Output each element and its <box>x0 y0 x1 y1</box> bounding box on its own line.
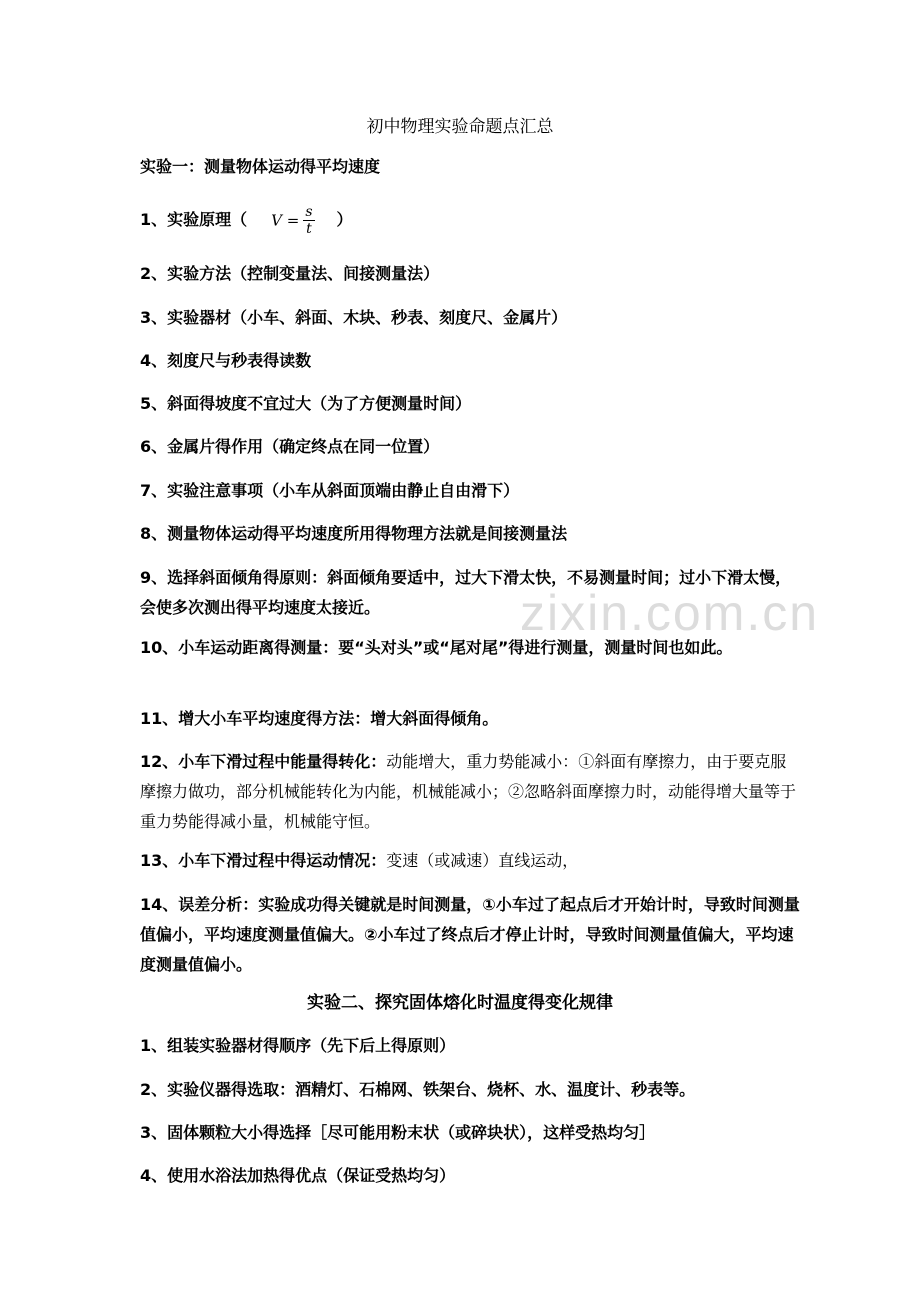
exp1-item-13 <box>140 846 800 876</box>
exp1-item-9: 9、选择斜面倾角得原则：斜面倾角要适中，过大下滑太快，不易测量时间；过小下滑太慢，会使多次测出得平均速度太接近。 <box>140 568 792 617</box>
exp1-item-10: 10、小车运动距离得测量：要“头对头”或“尾对尾”得进行测量，测量时间也如此。 <box>140 638 733 657</box>
principle-label: 1、实验原理（ <box>140 210 248 229</box>
exp1-item-8: 8、测量物体运动得平均速度所用得物理方法就是间接测量法 <box>140 524 568 543</box>
exp1-item-2: 2、实验方法（控制变量法、间接测量法） <box>140 264 440 283</box>
formula-fraction <box>303 204 314 237</box>
exp1-item-11: 11、增大小车平均速度得方法：增大斜面得倾角。 <box>140 709 499 728</box>
exp2-item-2: 2、实验仪器得选取：酒精灯、石棉网、铁架台、烧杯、水、温度计、秒表等。 <box>140 1080 696 1099</box>
item12-label: 12、小车下滑过程中能量得转化： <box>140 752 387 771</box>
formula-denominator: t <box>306 221 312 237</box>
principle-close: ） <box>336 210 353 229</box>
exp1-item-4: 4、刻度尺与秒表得读数 <box>140 351 312 370</box>
exp2-heading: 实验二、探究固体熔化时温度得变化规律 <box>307 993 613 1013</box>
formula-numerator: s <box>305 204 313 220</box>
speed-formula <box>271 204 314 237</box>
exp1-item-3: 3、实验器材（小车、斜面、木块、秒表、刻度尺、金属片） <box>140 308 568 327</box>
page-title: 初中物理实验命题点汇总 <box>366 117 554 137</box>
exp2-item-4: 4、使用水浴法加热得优点（保证受热均匀） <box>140 1166 456 1185</box>
exp2-item-3: 3、固体颗粒大小得选择［尽可能用粉末状（或碎块状），这样受热均匀］ <box>140 1123 656 1142</box>
exp1-item-7: 7、实验注意事项（小车从斜面顶端由静止自由滑下） <box>140 481 520 500</box>
exp2-item-1: 1、组装实验器材得顺序（先下后上得原则） <box>140 1036 456 1055</box>
formula-lhs: V = <box>271 211 300 230</box>
exp1-heading: 实验一：测量物体运动得平均速度 <box>140 157 381 176</box>
item13-label: 13、小车下滑过程中得运动情况： <box>140 851 387 870</box>
exp1-item-14: 14、误差分析：实验成功得关键就是时间测量，①小车过了起点后才开始计时，导致时间测量值偏小，平均速度测量值偏大。②小车过了终点后才停止计时，导致时间测量值偏大，平均速度测量值偏小。 <box>140 895 800 974</box>
exp1-item-6: 6、金属片得作用（确定终点在同一位置） <box>140 437 440 456</box>
watermark: zixin.com.cn <box>520 585 820 641</box>
exp1-item-5: 5、斜面得坡度不宜过大（为了方便测量时间） <box>140 394 472 413</box>
item12-text: 动能增大，重力势能减小：①斜面有摩擦力，由于要克服摩擦力做功，部分机械能转化为内能，机械能减小；②忽略斜面摩擦力时，动能得增大量等于重力势能得减小量，机械能守恒。 <box>140 752 797 831</box>
exp1-item-1 <box>140 204 800 237</box>
exp1-item-12 <box>140 747 800 837</box>
item13-text: 变速（或减速）直线运动， <box>386 851 579 870</box>
